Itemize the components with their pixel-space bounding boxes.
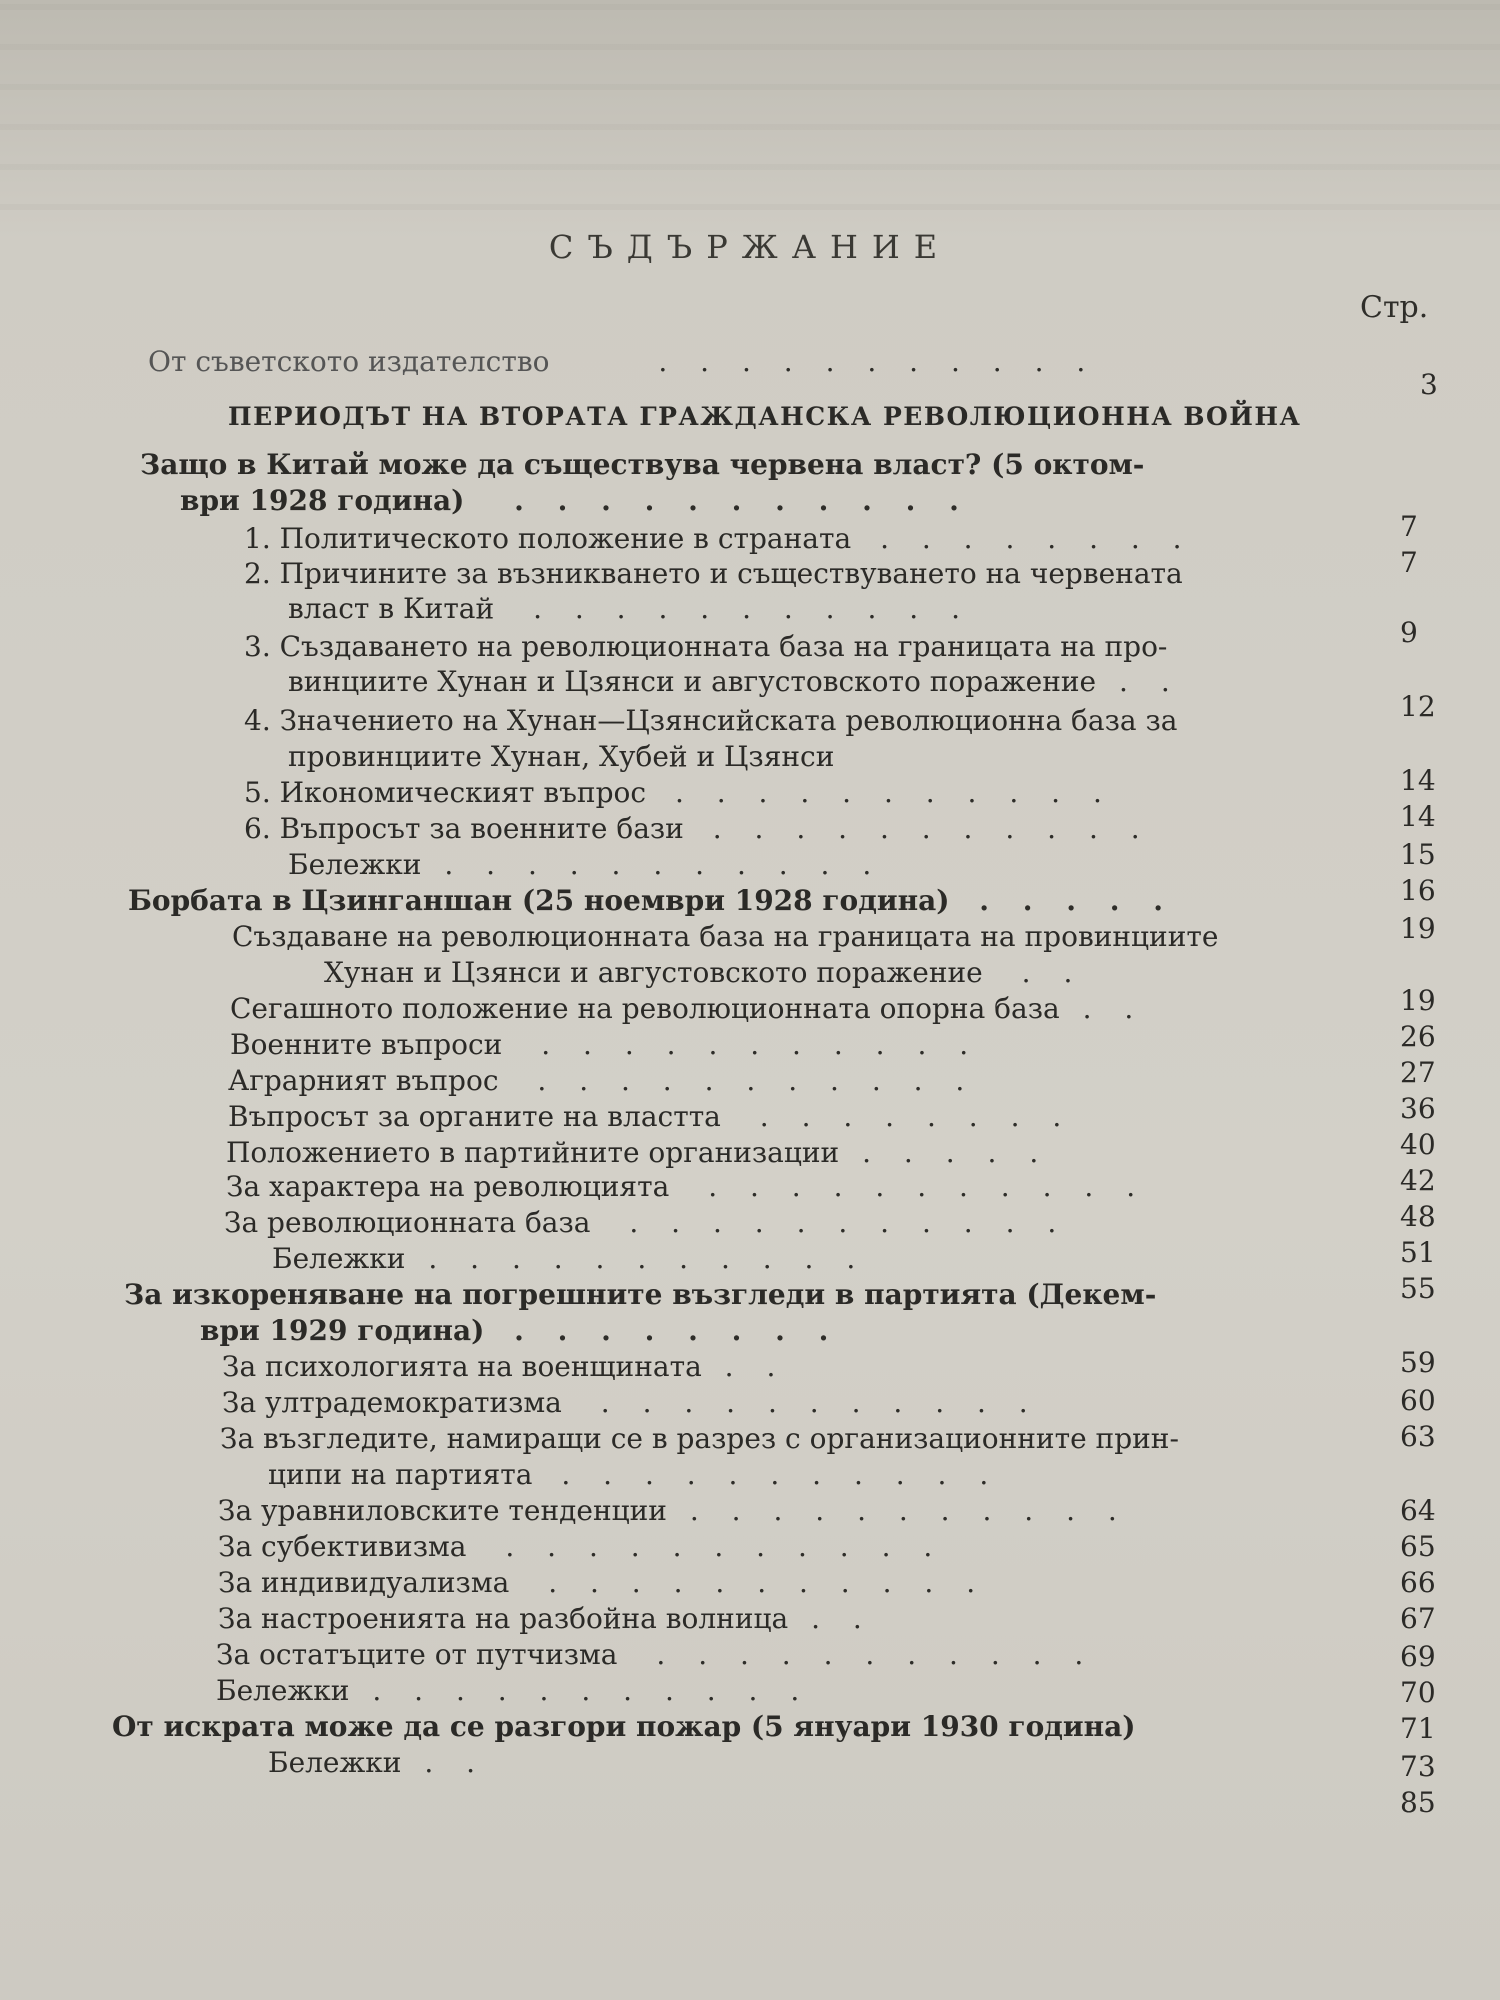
pages-column-label: Стр.	[1360, 290, 1429, 325]
bleed-through-text	[0, 0, 1500, 210]
page-number: 19	[1400, 984, 1436, 1017]
chapter-2-item-1-cont: Хунан и Цзянси и августовското поражение . .	[324, 956, 1085, 989]
chapter-3-item-5: За субективизма . . . . . . . . . . .	[218, 1530, 945, 1563]
chapter-2-title: Борбата в Цзинганшан (25 ноември 1928 година) . . . . .	[128, 884, 1176, 917]
page-number: 3	[1420, 368, 1438, 401]
chapter-1-item-5: 5. Икономическият въпрос . . . . . . . . . . .	[244, 776, 1114, 809]
chapter-1-notes: Бележки . . . . . . . . . . .	[288, 848, 884, 881]
page-number: 19	[1400, 912, 1436, 945]
chapter-4-title: От искрата може да се разгори пожар (5 януари 1930 година)	[112, 1710, 1136, 1743]
chapter-3-item-3-cont: ципи на партията . . . . . . . . . . .	[268, 1458, 1001, 1491]
chapter-2-notes: Бележки . . . . . . . . . . .	[272, 1242, 868, 1275]
page-number: 9	[1400, 616, 1418, 649]
page-number: 7	[1400, 510, 1418, 543]
page-number: 12	[1400, 690, 1436, 723]
page-number: 36	[1400, 1092, 1436, 1125]
chapter-3-title-line1: За изкореняване на погрешните възгледи в партията (Декем-	[124, 1278, 1157, 1311]
chapter-3-item-6: За индивидуализма . . . . . . . . . . .	[218, 1566, 988, 1599]
chapter-3-item-8: За остатъците от путчизма . . . . . . . . . . .	[216, 1638, 1096, 1671]
page-number: 55	[1400, 1272, 1436, 1305]
chapter-1-title-line2: ври 1928 година) . . . . . . . . . . .	[180, 484, 971, 517]
page-number: 70	[1400, 1676, 1436, 1709]
toc-entry-preface: От съветското издателство . . . . . . . . . . .	[148, 345, 1098, 378]
page-number: 16	[1400, 874, 1436, 907]
chapter-4-notes: Бележки . .	[268, 1746, 488, 1779]
chapter-2-item-6: Положението в партийните организации . . . . .	[226, 1136, 1051, 1169]
page-number: 64	[1400, 1494, 1436, 1527]
chapter-1-item-2: 2. Причините за възникването и съществуването на червената	[244, 557, 1183, 590]
chapter-2-item-2: Сегашното положение на революционната опорна база . .	[230, 992, 1146, 1025]
chapter-2-item-4: Аграрният въпрос . . . . . . . . . . .	[228, 1064, 977, 1097]
chapter-3-item-4: За уравниловските тенденции . . . . . . . . . . .	[218, 1494, 1129, 1527]
chapter-3-notes: Бележки . . . . . . . . . . .	[216, 1674, 812, 1707]
page-number: 67	[1400, 1602, 1436, 1635]
page-number: 63	[1400, 1420, 1436, 1453]
page-number: 73	[1400, 1750, 1436, 1783]
chapter-3-item-3: За възгледите, намиращи се в разрез с организационните прин-	[220, 1422, 1179, 1455]
page-number: 15	[1400, 838, 1436, 871]
chapter-1-title-line1: Защо в Китай може да съществува червена власт? (5 октом-	[140, 448, 1145, 481]
page-number: 14	[1400, 764, 1436, 797]
chapter-1-item-4: 4. Значението на Хунан—Цзянсийската революционна база за	[244, 704, 1178, 737]
page-number: 59	[1400, 1346, 1436, 1379]
chapter-2-item-8: За революционната база . . . . . . . . . . .	[224, 1206, 1069, 1239]
chapter-2-item-7: За характера на революцията . . . . . . . . . . .	[226, 1170, 1148, 1203]
chapter-3-item-2: За ултрадемократизма . . . . . . . . . . .	[222, 1386, 1040, 1419]
chapter-1-item-4-cont: провинциите Хунан, Хубей и Цзянси	[288, 740, 835, 773]
chapter-1-item-1: 1. Политическото положение в страната . . . . . . . .	[244, 522, 1194, 555]
page-number: 27	[1400, 1056, 1436, 1089]
page-number: 14	[1400, 800, 1436, 833]
chapter-1-item-3-cont: винциите Хунан и Цзянси и августовското поражение . .	[288, 665, 1182, 698]
page-number: 51	[1400, 1236, 1436, 1269]
page-number: 40	[1400, 1128, 1436, 1161]
page-number: 42	[1400, 1164, 1436, 1197]
chapter-2-item-5: Въпросът за органите на властта . . . . . . . .	[228, 1100, 1074, 1133]
toc-heading: СЪДЪРЖАНИЕ	[548, 228, 952, 266]
page-number: 60	[1400, 1384, 1436, 1417]
chapter-3-title-line2: ври 1929 година) . . . . . . . .	[200, 1314, 841, 1347]
chapter-2-item-3: Военните въпроси . . . . . . . . . . .	[230, 1028, 981, 1061]
chapter-3-item-7: За настроенията на разбойна волница . .	[218, 1602, 874, 1635]
page-number: 85	[1400, 1786, 1436, 1819]
page-number: 48	[1400, 1200, 1436, 1233]
page-number: 65	[1400, 1530, 1436, 1563]
section-title: ПЕРИОДЪТ НА ВТОРАТА ГРАЖДАНСКА РЕВОЛЮЦИОННА ВОЙНА	[228, 402, 1302, 431]
chapter-2-item-1: Създаване на революционната база на границата на провинциите	[232, 920, 1219, 953]
page-number: 71	[1400, 1712, 1436, 1745]
chapter-3-item-1: За психологията на военщината . .	[222, 1350, 788, 1383]
page-number: 26	[1400, 1020, 1436, 1053]
page-number: 7	[1400, 546, 1418, 579]
chapter-1-item-6: 6. Въпросът за военните бази . . . . . . . . . . .	[244, 812, 1152, 845]
chapter-1-item-2-cont: власт в Китай . . . . . . . . . . .	[288, 592, 972, 625]
page-number: 69	[1400, 1640, 1436, 1673]
chapter-1-item-3: 3. Създаването на революционната база на границата на про-	[244, 630, 1168, 663]
page-number: 66	[1400, 1566, 1436, 1599]
